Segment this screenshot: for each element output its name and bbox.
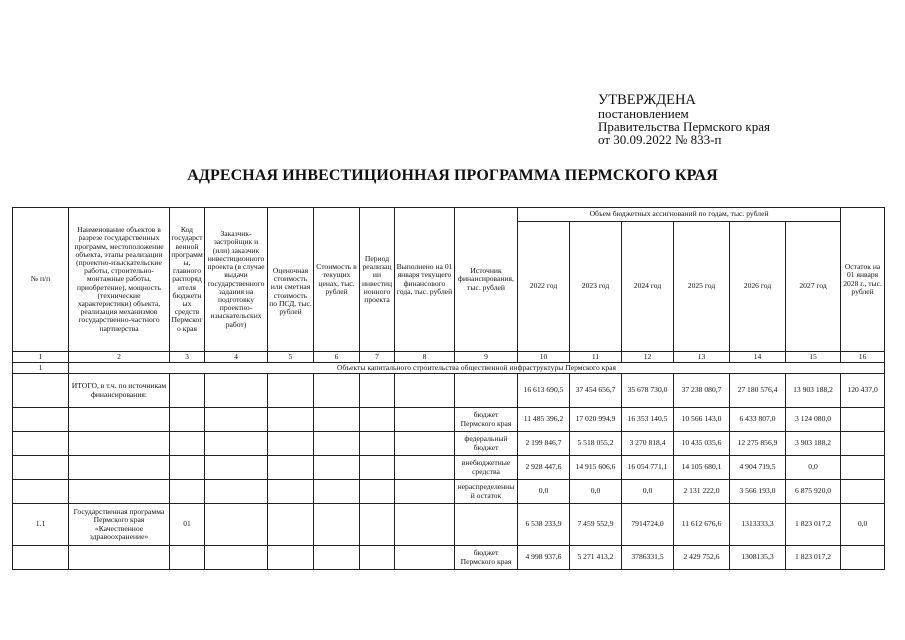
- row-code: 01: [170, 504, 205, 546]
- row-value: 6 538 233,9: [518, 504, 570, 546]
- approval-stamp: [598, 93, 770, 146]
- approval-line-3: Правительства Пермского края: [598, 119, 770, 134]
- document-title: АДРЕСНАЯ ИНВЕСТИЦИОННАЯ ПРОГРАММА ПЕРМСКОГО КРАЯ: [187, 167, 718, 184]
- col-number: 13: [674, 352, 730, 363]
- row-value: 0,0: [518, 480, 570, 504]
- header-cost: Стоимость в текущих ценах, тыс. рублей: [314, 208, 360, 352]
- table-row: [13, 432, 885, 456]
- header-period: Период реализации инвестиционного проекта: [360, 208, 395, 352]
- approval-line-4: от 30.09.2022 № 833-п: [598, 132, 722, 147]
- row-value: 11 485 396,2: [518, 408, 570, 432]
- row-name: ИТОГО, в т.ч. по источникам финансирования:: [69, 374, 170, 408]
- row-value: 6 875 920,0: [786, 480, 841, 504]
- table-row: [13, 456, 885, 480]
- header-year: 2027 год: [786, 222, 841, 352]
- row-value: 13 903 188,2: [786, 374, 841, 408]
- header-done: Выполнено на 01 января текущего финансового года, тыс. рублей: [395, 208, 455, 352]
- row-value: 2 131 222,0: [674, 480, 730, 504]
- col-number: 11: [570, 352, 622, 363]
- row-source: федеральный бюджет: [455, 432, 518, 456]
- row-value: 6 433 807,0: [730, 408, 786, 432]
- row-value: 0,0: [570, 480, 622, 504]
- row-value: 3 124 080,0: [786, 408, 841, 432]
- col-number: 16: [841, 352, 885, 363]
- col-number: 6: [314, 352, 360, 363]
- investment-table: [12, 207, 885, 570]
- section-row: [13, 363, 885, 374]
- col-number: 14: [730, 352, 786, 363]
- header-code: Код государственной программы, главного распорядителя бюджетных средств Пермского края: [170, 208, 205, 352]
- col-number: 15: [786, 352, 841, 363]
- approval-line-2: постановлением: [598, 106, 689, 121]
- row-value: 2 928 447,6: [518, 456, 570, 480]
- row-name: Государственная программа Пермского края «Качественное здравоохранение»: [69, 504, 170, 546]
- column-numbers-row: [13, 352, 885, 363]
- row-value: 1308135,3: [730, 546, 786, 570]
- table-row: [13, 374, 885, 408]
- row-value: 10 435 035,6: [674, 432, 730, 456]
- table-row: [13, 480, 885, 504]
- row-value: 7 459 552,9: [570, 504, 622, 546]
- col-number: 7: [360, 352, 395, 363]
- col-number: 1: [13, 352, 69, 363]
- header-year: 2023 год: [570, 222, 622, 352]
- col-number: 2: [69, 352, 170, 363]
- row-value: 0,0: [622, 480, 674, 504]
- section-num: 1: [13, 363, 69, 374]
- header-name: Наименование объектов в разрезе государственных программ, местоположение объекта, этапы реализации (проектно-изыскательские работы, строительно-монтажные работы, приобретение), мощность (технические характеристики) объекта, реализация механизмов государственно-частного партнерства: [69, 208, 170, 352]
- row-value: 1 823 017,2: [786, 546, 841, 570]
- row-value: 16 613 690,5: [518, 374, 570, 408]
- header-year: 2025 год: [674, 222, 730, 352]
- row-value: 37 454 656,7: [570, 374, 622, 408]
- row-value: 10 566 143,0: [674, 408, 730, 432]
- col-number: 10: [518, 352, 570, 363]
- row-value: 4 998 937,6: [518, 546, 570, 570]
- row-source: внебюджетные средства: [455, 456, 518, 480]
- header-volume: Объем бюджетных ассигнований по годам, тыс. рублей: [518, 208, 841, 222]
- row-value: 1313333,3: [730, 504, 786, 546]
- row-value: 16 054 771,1: [622, 456, 674, 480]
- approval-line-1: УТВЕРЖДЕНА: [598, 92, 696, 108]
- table-row: [13, 408, 885, 432]
- row-value: 2 199 846,7: [518, 432, 570, 456]
- row-value: 1 823 017,2: [786, 504, 841, 546]
- row-value: 5 518 055,2: [570, 432, 622, 456]
- header-year: 2024 год: [622, 222, 674, 352]
- col-number: 5: [268, 352, 314, 363]
- row-value: 11 612 676,6: [674, 504, 730, 546]
- header-year: 2022 год: [518, 222, 570, 352]
- header-estimate: Оценочная стоимость или сметная стоимость по ПСД, тыс. рублей: [268, 208, 314, 352]
- row-value: 4 904 719,5: [730, 456, 786, 480]
- row-value: 3 566 193,0: [730, 480, 786, 504]
- header-num: № п/п: [13, 208, 69, 352]
- row-value: 37 238 080,7: [674, 374, 730, 408]
- row-value: 12 275 856,9: [730, 432, 786, 456]
- header-customer: Заказчик-застройщик и (или) заказчик инвестиционного проекта (в случае выдачи государственного задания на подготовку проектно-изыскательских работ): [205, 208, 268, 352]
- header-year: 2026 год: [730, 222, 786, 352]
- col-number: 9: [455, 352, 518, 363]
- row-value: 35 678 730,0: [622, 374, 674, 408]
- row-num: 1.1: [13, 504, 69, 546]
- table-row: [13, 546, 885, 570]
- row-value: 16 353 140,5: [622, 408, 674, 432]
- row-value: 14 915 606,6: [570, 456, 622, 480]
- table-row: [13, 504, 885, 546]
- row-value: 3 903 188,2: [786, 432, 841, 456]
- col-number: 4: [205, 352, 268, 363]
- row-value: 2 429 752,6: [674, 546, 730, 570]
- row-source: бюджет Пермского края: [455, 546, 518, 570]
- row-value: 5 271 413,2: [570, 546, 622, 570]
- row-value: 14 105 680,1: [674, 456, 730, 480]
- row-remainder: 0,0: [841, 504, 885, 546]
- row-value: 3786331,5: [622, 546, 674, 570]
- row-value: 7914724,0: [622, 504, 674, 546]
- col-number: 12: [622, 352, 674, 363]
- col-number: 3: [170, 352, 205, 363]
- section-label: Объекты капитального строительства общественной инфраструктуры Пермского края: [69, 363, 885, 374]
- row-source: нераспределенный остаток: [455, 480, 518, 504]
- header-source: Источник финансирования, тыс. рублей: [455, 208, 518, 352]
- row-value: 0,0: [786, 456, 841, 480]
- row-value: 3 270 818,4: [622, 432, 674, 456]
- row-value: 17 020 994,9: [570, 408, 622, 432]
- row-source: бюджет Пермского края: [455, 408, 518, 432]
- header-remainder: Остаток на 01 января 2028 г., тыс. рублей: [841, 208, 885, 352]
- col-number: 8: [395, 352, 455, 363]
- row-value: 27 180 576,4: [730, 374, 786, 408]
- row-remainder: 120 437,0: [841, 374, 885, 408]
